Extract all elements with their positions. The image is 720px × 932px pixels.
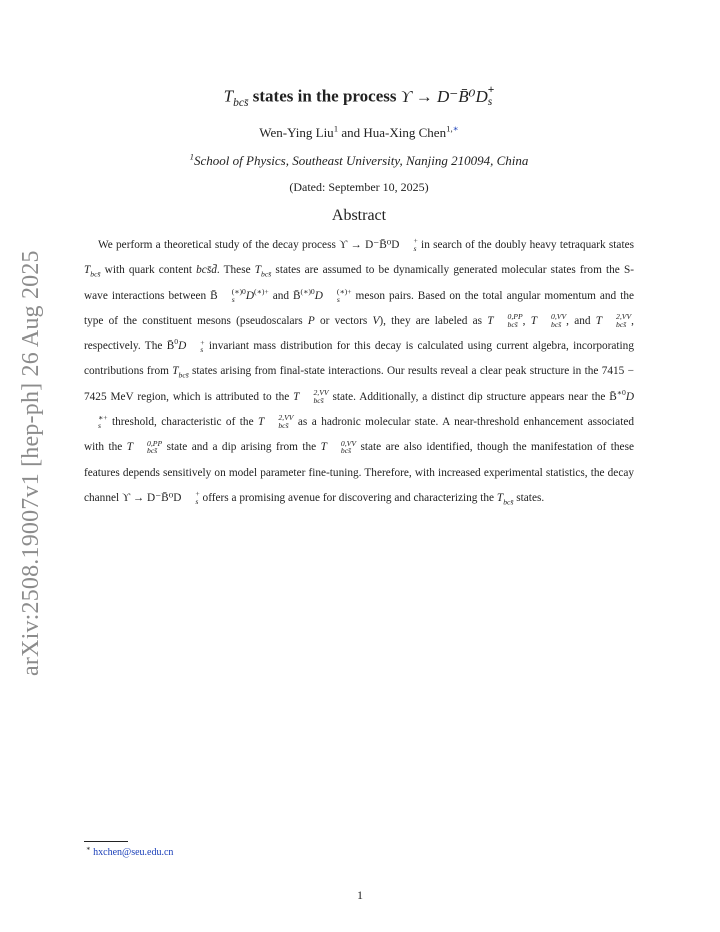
paper-title: $T_{bcs̄}$ states in the process ϒ → D⁻B̄⁰D + s — [223, 83, 495, 109]
footnote-rule — [84, 841, 128, 842]
affiliation: $^1$School of Physics, Southeast University, Nanjing 210094, China — [189, 151, 529, 168]
abstract-heading: Abstract — [331, 207, 387, 224]
abstract-text: We perform a theoretical study of the decay process ϒ → D⁻B̄⁰D + s in search of the doubly heavy tetraquark states $T_{bcs̄}$ with quark content bcs̄d̄. These $T_{bcs̄}$ states are assumed to be dynamically generated molecular states from the S-wave interactions between B̄ (∗)0 s D(∗)+ and B̄$^{(∗)0}$D (∗)+ s meson pairs. Based on the total angular momentum and the type of the constituent mesons (pseudoscalars P or vectors V), they are labeled as T 0,PP bcs̄ , T 0,VV bcs̄ , and T 2,VV bcs̄ , respectively. The B̄$^0$D + s invariant mass distribution for this decay is calculated using current algebra, incorporating contributions from $T_{bcs̄}$ states arising from final-state interactions. Our results reveal a clear peak structure in the 7415 − 7425 MeV region, which is attributed to the T 2,VV bcs̄ state. Additionally, a distinct dip structure appears near the B̄$^{∗0}$D ∗+ s threshold, characteristic of the T 2,VV bcs̄ as a hadronic molecular state. A near-threshold enhancement associated with the T 0,PP bcs̄ state and a dip arising from the T 0,VV bcs̄ state are also identified, though the manifestation of these features depends sensitively on model parameter fine-tuning. Therefore, with increased experimental statistics, the decay channel ϒ → D⁻B̄⁰D + s offers a promising avenue for discovering and characterizing the $T_{bcs̄}$ states. — [84, 236, 634, 507]
email-link[interactable]: hxchen@seu.edu.cn — [93, 847, 174, 858]
title-process: ϒ → D⁻B̄⁰D + s — [400, 83, 495, 108]
author-name: Hua-Xing Chen — [363, 125, 447, 140]
page-number: 1 — [357, 888, 363, 902]
footnote: ∗ hxchen@seu.edu.cn — [86, 845, 174, 858]
dated-line: (Dated: September 10, 2025) — [289, 180, 429, 194]
author-name: Wen-Ying Liu — [259, 125, 334, 140]
arxiv-identifier[interactable]: arXiv:2508.19007v1 [hep-ph] 26 Aug 2025 — [18, 250, 44, 676]
author-list: Wen-Ying Liu$^1$ and Hua-Xing Chen$^{1,∗}$ — [259, 123, 459, 140]
corresponding-author-link[interactable]: ∗ — [452, 123, 459, 134]
